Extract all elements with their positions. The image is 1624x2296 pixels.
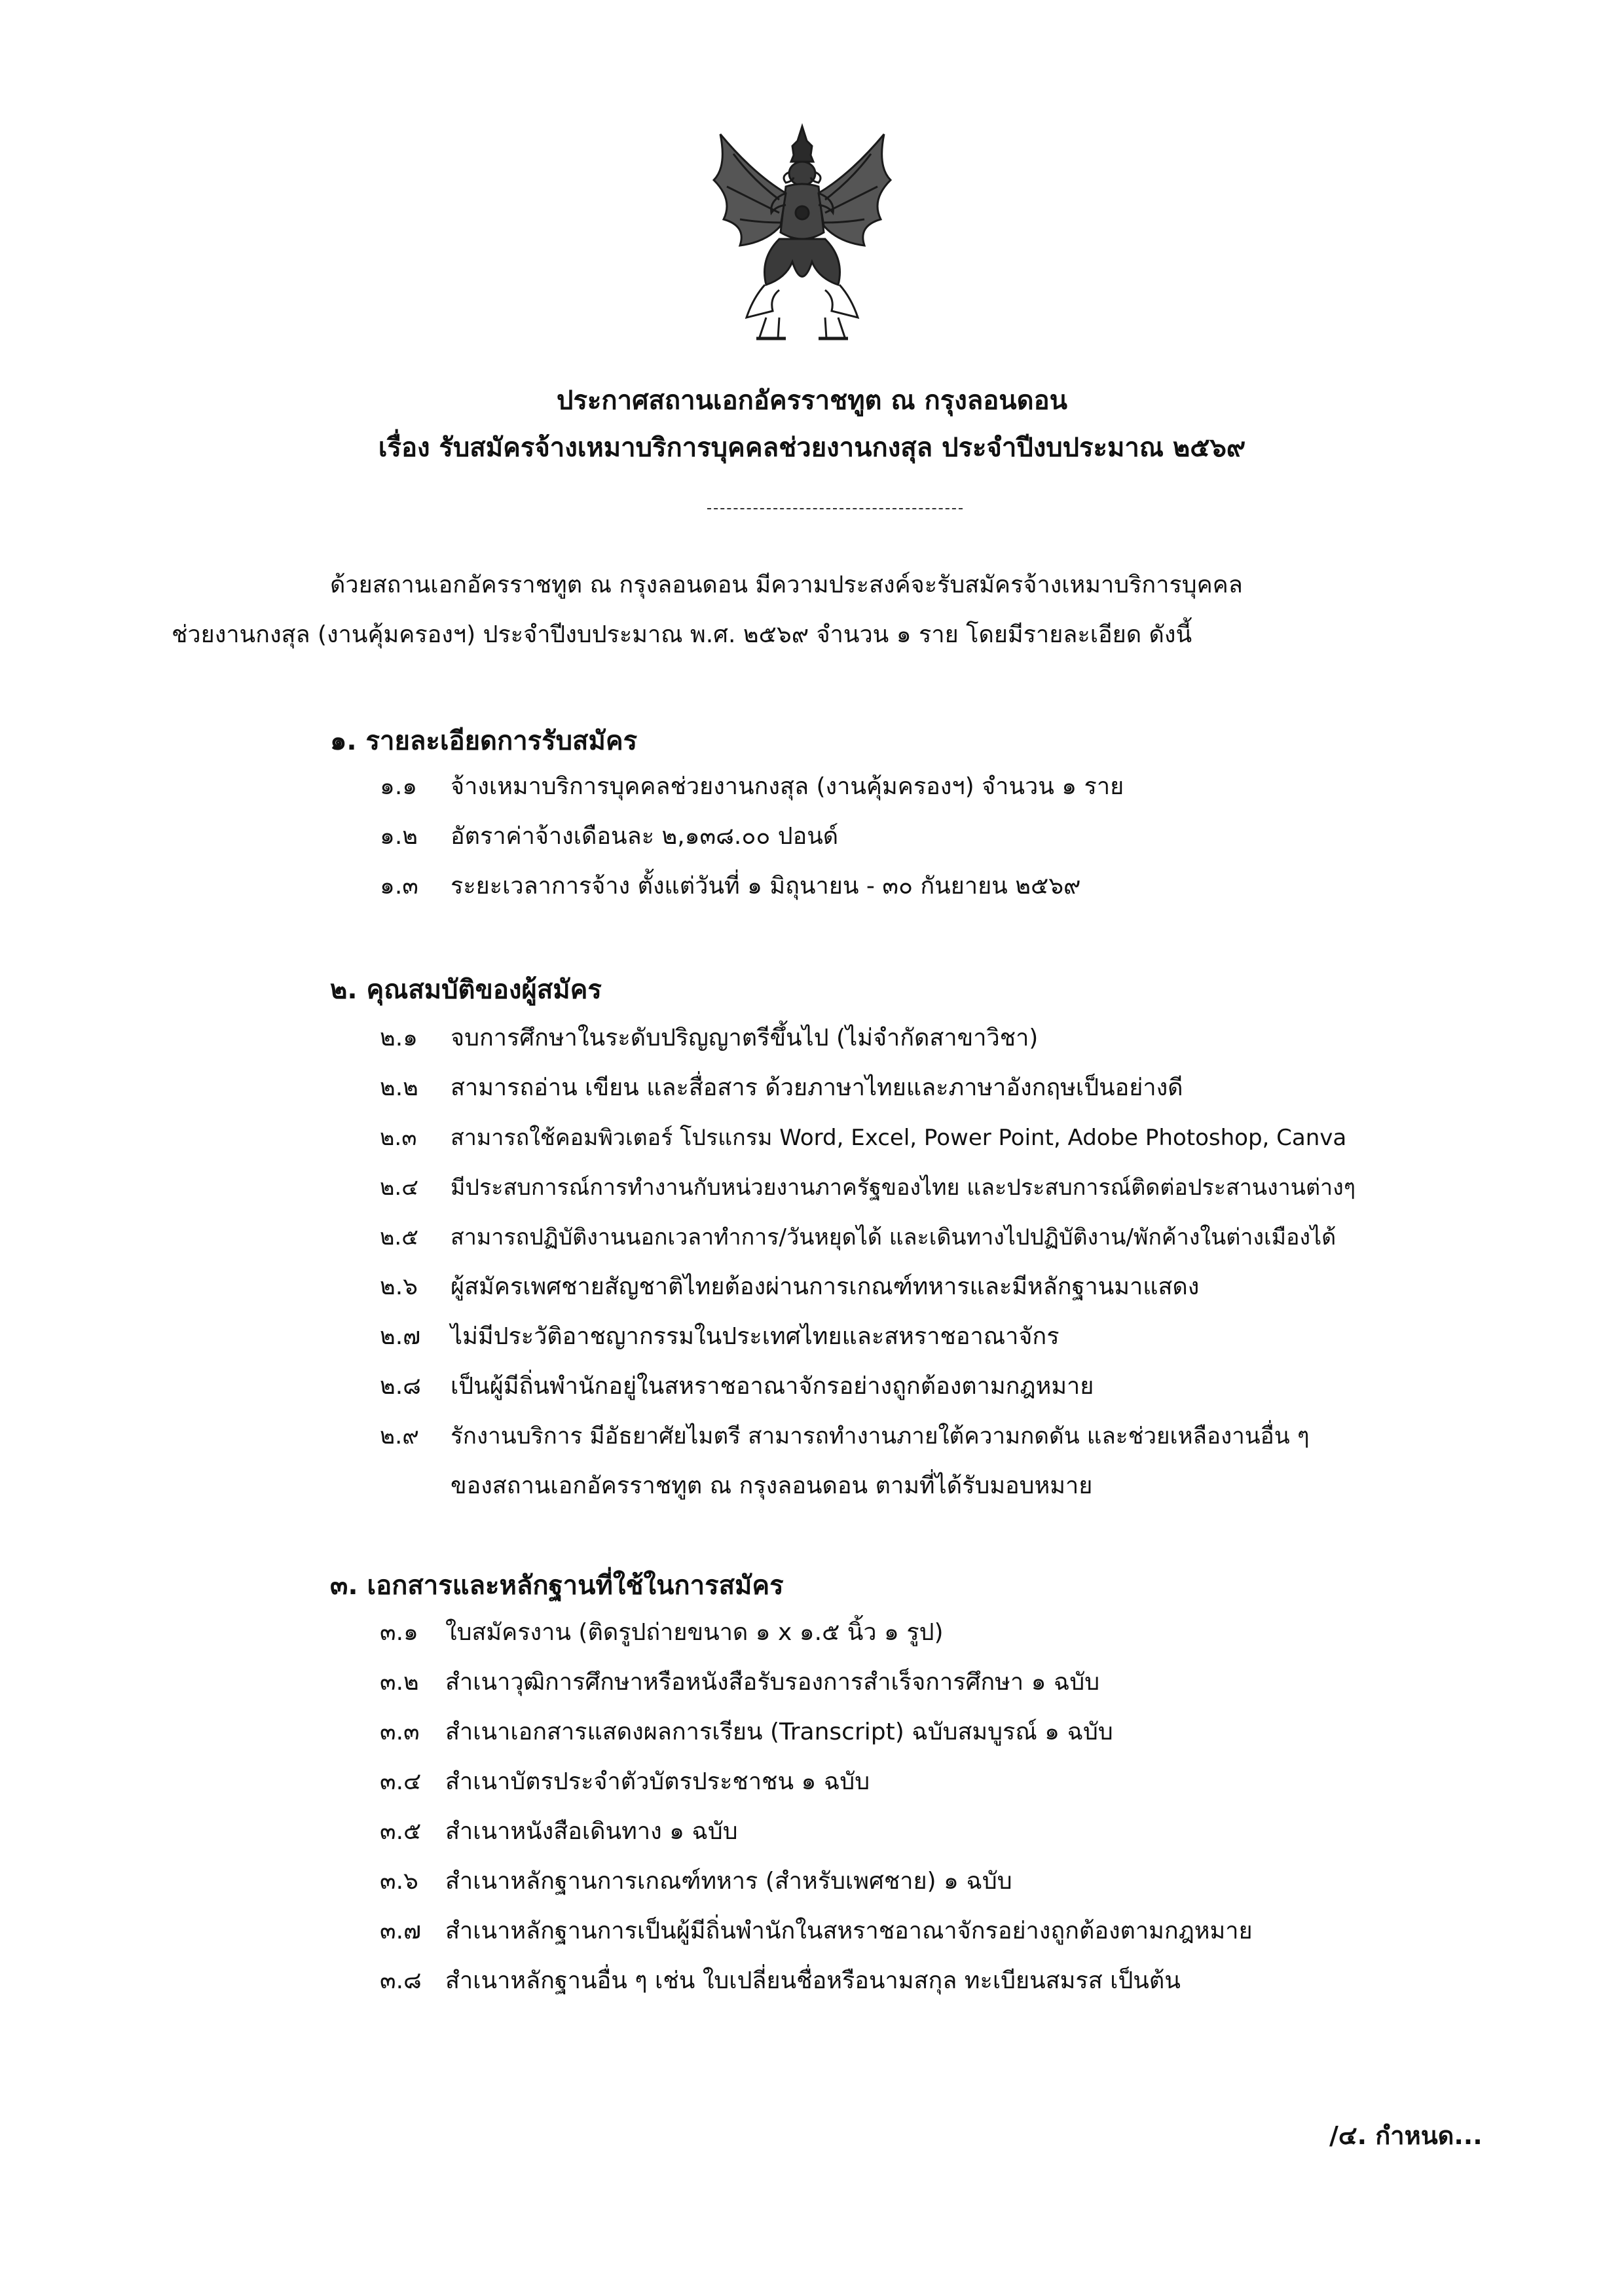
intro-line-1: ด้วยสถานเอกอัครราชทูต ณ กรุงลอนดอน มีความประสงค์จะรับสมัครจ้างเหมาบริการบุคคล: [330, 572, 1243, 598]
list-item: ๓.๒ สำเนาวุฒิการศึกษาหรือหนังสือรับรองการสำเร็จการศึกษา ๑ ฉบับ: [380, 1669, 1100, 1696]
list-item: ๓.๕ สำเนาหนังสือเดินทาง ๑ ฉบับ: [380, 1818, 738, 1845]
list-item: ๓.๗ สำเนาหลักฐานการเป็นผู้มีถิ่นพำนักในสหราชอาณาจักรอย่างถูกต้องตามกฎหมาย: [380, 1918, 1253, 1944]
announcement-title: ประกาศสถานเอกอัครราชทูต ณ กรุงลอนดอน: [557, 386, 1067, 416]
list-item: ๓.๘ สำเนาหลักฐานอื่น ๆ เช่น ใบเปลี่ยนชื่อหรือนามสกุล ทะเบียนสมรส เป็นต้น: [380, 1967, 1181, 1994]
list-item: ๓.๖ สำเนาหลักฐานการเกณฑ์ทหาร (สำหรับเพศชาย) ๑ ฉบับ: [380, 1868, 1012, 1895]
list-item: ๒.๙ รักงานบริการ มีอัธยาศัยไมตรี สามารถทำงานภายใต้ความกดดัน และช่วยเหลืองานอื่น ๆ: [380, 1423, 1310, 1449]
list-item: ๒.๕ สามารถปฏิบัติงานนอกเวลาทำการ/วันหยุดได้ และเดินทางไปปฏิบัติงาน/พักค้างในต่างเมืองได้: [380, 1224, 1337, 1250]
list-item: ๒.๓ สามารถใช้คอมพิวเตอร์ โปรแกรม Word, Excel, Power Point, Adobe Photoshop, Canva: [380, 1125, 1347, 1151]
list-item: ๒.๔ มีประสบการณ์การทำงานกับหน่วยงานภาครัฐของไทย และประสบการณ์ติดต่อประสานงานต่างๆ: [380, 1175, 1356, 1201]
title-divider: [707, 508, 963, 509]
section2-heading: ๒. คุณสมบัติของผู้สมัคร: [330, 975, 602, 1005]
list-item: ๓.๑ ใบสมัครงาน (ติดรูปถ่ายขนาด ๑ x ๑.๕ นิ้ว ๑ รูป): [380, 1619, 944, 1646]
list-item: ๒.๗ ไม่มีประวัติอาชญากรรมในประเทศไทยและสหราชอาณาจักร: [380, 1323, 1060, 1350]
list-item: ๒.๑ จบการศึกษาในระดับปริญญาตรีขึ้นไป (ไม่จำกัดสาขาวิชา): [380, 1025, 1039, 1051]
garuda-emblem-icon: [694, 121, 910, 344]
list-item: ๒.๘ เป็นผู้มีถิ่นพำนักอยู่ในสหราชอาณาจักรอย่างถูกต้องตามกฎหมาย: [380, 1373, 1094, 1400]
intro-line-2: ช่วยงานกงสุล (งานคุ้มครองฯ) ประจำปีงบประมาณ พ.ศ. ๒๕๖๙ จำนวน ๑ ราย โดยมีรายละเอียด ดังนี้: [172, 621, 1192, 648]
announcement-subject: เรื่อง รับสมัครจ้างเหมาบริการบุคคลช่วยงานกงสุล ประจำปีงบประมาณ ๒๕๖๙: [378, 433, 1246, 463]
list-item: ๑.๒ อัตราค่าจ้างเดือนละ ๒,๑๓๘.๐๐ ปอนด์: [380, 823, 839, 850]
page-continuation-marker: /๔. กำหนด...: [1329, 2121, 1483, 2150]
list-item: ๓.๓ สำเนาเอกสารแสดงผลการเรียน (Transcript) ฉบับสมบูรณ์ ๑ ฉบับ: [380, 1719, 1113, 1745]
section3-heading: ๓. เอกสารและหลักฐานที่ใช้ในการสมัคร: [330, 1571, 784, 1601]
list-item: ๓.๔ สำเนาบัตรประจำตัวบัตรประชาชน ๑ ฉบับ: [380, 1768, 870, 1795]
list-item: ๒.๒ สามารถอ่าน เขียน และสื่อสาร ด้วยภาษาไทยและภาษาอังกฤษเป็นอย่างดี: [380, 1074, 1183, 1101]
list-item: ๑.๑ จ้างเหมาบริการบุคคลช่วยงานกงสุล (งานคุ้มครองฯ) จำนวน ๑ ราย: [380, 773, 1124, 800]
list-item: ๑.๓ ระยะเวลาการจ้าง ตั้งแต่วันที่ ๑ มิถุนายน - ๓๐ กันยายน ๒๕๖๙: [380, 873, 1081, 900]
section1-heading: ๑. รายละเอียดการรับสมัคร: [330, 726, 638, 756]
list-item-continuation: ของสถานเอกอัครราชทูต ณ กรุงลอนดอน ตามที่ได้รับมอบหมาย: [451, 1472, 1093, 1499]
list-item: ๒.๖ ผู้สมัครเพศชายสัญชาติไทยต้องผ่านการเกณฑ์ทหารและมีหลักฐานมาแสดง: [380, 1273, 1200, 1300]
